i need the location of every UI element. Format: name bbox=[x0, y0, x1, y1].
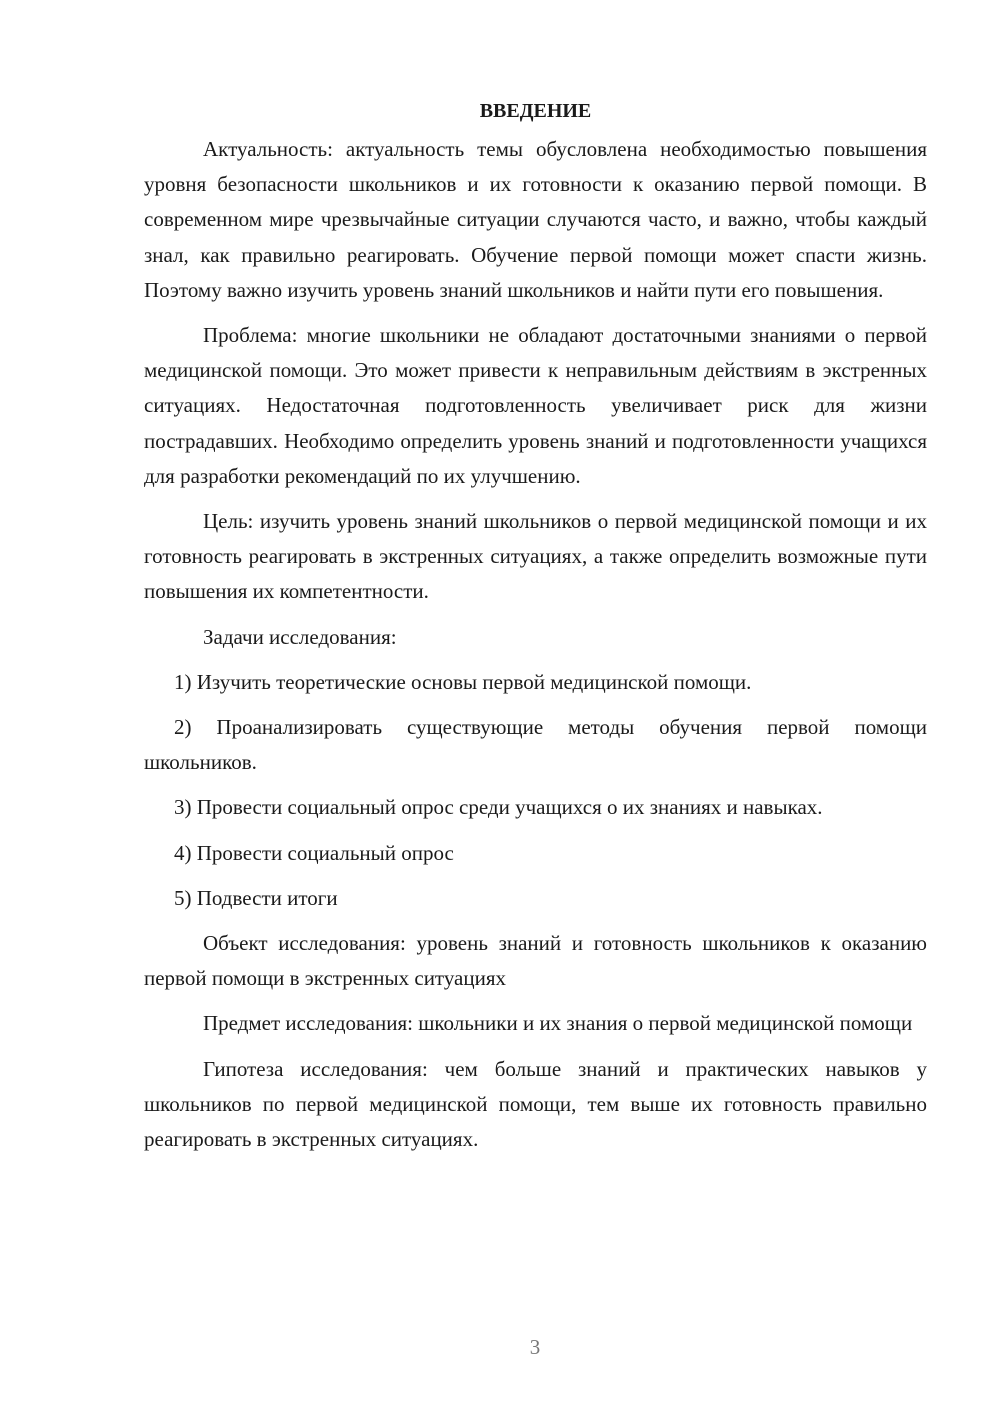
task-item-4: 4) Провести социальный опрос bbox=[174, 840, 454, 865]
task-item-5: 5) Подвести итоги bbox=[174, 885, 338, 910]
task-item-3: 3) Провести социальный опрос среди учащихся о их знаниях и навыках. bbox=[174, 795, 823, 820]
paragraph-tasks-title: Задачи исследования: bbox=[203, 624, 397, 649]
paragraph-problem: Проблема: многие школьники не обладают достаточными знаниями о первой медицинской помощи. Это может привести к неправильным действиям в экстренных ситуациях. Недостаточная подготовленность увеличивает риск для жизни пострадавших. Необходимо определить уровень знаний и подготовленности учащихся для разработки рекомендаций по их улучшению. bbox=[144, 323, 927, 488]
page-number: 3 bbox=[529, 1335, 541, 1359]
task-item-2: 2) Проанализировать существующие методы обучения первой помощи школьников. bbox=[144, 715, 927, 775]
section-heading: ВВЕДЕНИЕ bbox=[479, 100, 592, 122]
paragraph-goal: Цель: изучить уровень знаний школьников о первой медицинской помощи и их готовность реагировать в экстренных ситуациях, а также определить возможные пути повышения их компетентности. bbox=[144, 509, 927, 604]
paragraph-relevance: Актуальность: актуальность темы обусловлена необходимостью повышения уровня безопасности школьников и их готовности к оказанию первой помощи. В современном мире чрезвычайные ситуации случаются часто, и важно, чтобы каждый знал, как правильно реагировать. Обучение первой помощи может спасти жизнь. Поэтому важно изучить уровень знаний школьников и найти пути его повышения. bbox=[144, 137, 927, 302]
task-item-1: 1) Изучить теоретические основы первой медицинской помощи. bbox=[174, 669, 752, 694]
document-body bbox=[144, 96, 927, 1157]
paragraph-object: Объект исследования: уровень знаний и готовность школьников к оказанию первой помощи в экстренных ситуациях bbox=[144, 931, 927, 991]
paragraph-subject: Предмет исследования: школьники и их знания о первой медицинской помощи bbox=[203, 1011, 913, 1036]
paragraph-hypothesis: Гипотеза исследования: чем больше знаний и практических навыков у школьников по первой медицинской помощи, тем выше их готовность правильно реагировать в экстренных ситуациях. bbox=[144, 1056, 927, 1152]
